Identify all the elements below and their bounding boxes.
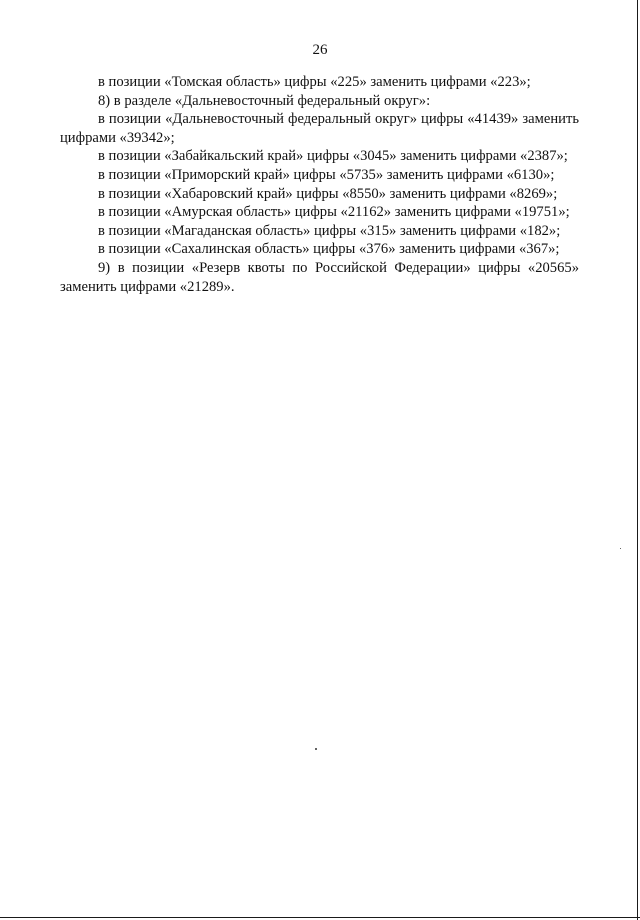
text-line-tomsk: в позиции «Томская область» цифры «225» заменить цифрами «223»; — [98, 74, 531, 90]
text-line-magadan: в позиции «Магаданская область» цифры «315» заменить цифрами «182»; — [98, 222, 561, 239]
text-line-sakhalin: в позиции «Сахалинская область» цифры «376» заменить цифрами «367»; — [98, 241, 560, 258]
page-number: 26 — [312, 42, 328, 58]
paragraph-dfo-total — [60, 110, 579, 147]
text-line-khabarovsk: в позиции «Хабаровский край» цифры «8550» заменить цифрами «8269»; — [98, 185, 558, 202]
text-line-primorsky: в позиции «Приморский край» цифры «5735» заменить цифрами «6130»; — [98, 166, 555, 183]
scan-edge-right — [637, 0, 638, 920]
scan-speck — [315, 748, 317, 750]
text-line-zabaikalsky: в позиции «Забайкальский край» цифры «3045» заменить цифрами «2387»; — [98, 148, 568, 165]
paragraph-reserve-first-line: 9) в позиции «Резерв квоты по Российской Федерации» цифры «20565» — [98, 259, 579, 276]
paragraph-dfo-first-line: в позиции «Дальневосточный федеральный округ» цифры «41439» заменить — [98, 111, 579, 128]
paragraph-reserve-continuation: заменить цифрами «21289». — [60, 278, 235, 295]
scan-edge-bottom — [0, 917, 640, 918]
paragraph-reserve — [60, 259, 579, 296]
text-line-amur: в позиции «Амурская область» цифры «21162» заменить цифрами «19751»; — [98, 204, 570, 221]
section-heading-dfo: 8) в разделе «Дальневосточный федеральный округ»: — [98, 92, 431, 109]
paragraph-dfo-continuation: цифрами «39342»; — [60, 129, 175, 146]
document-body — [60, 73, 579, 296]
scan-speck — [620, 548, 621, 549]
